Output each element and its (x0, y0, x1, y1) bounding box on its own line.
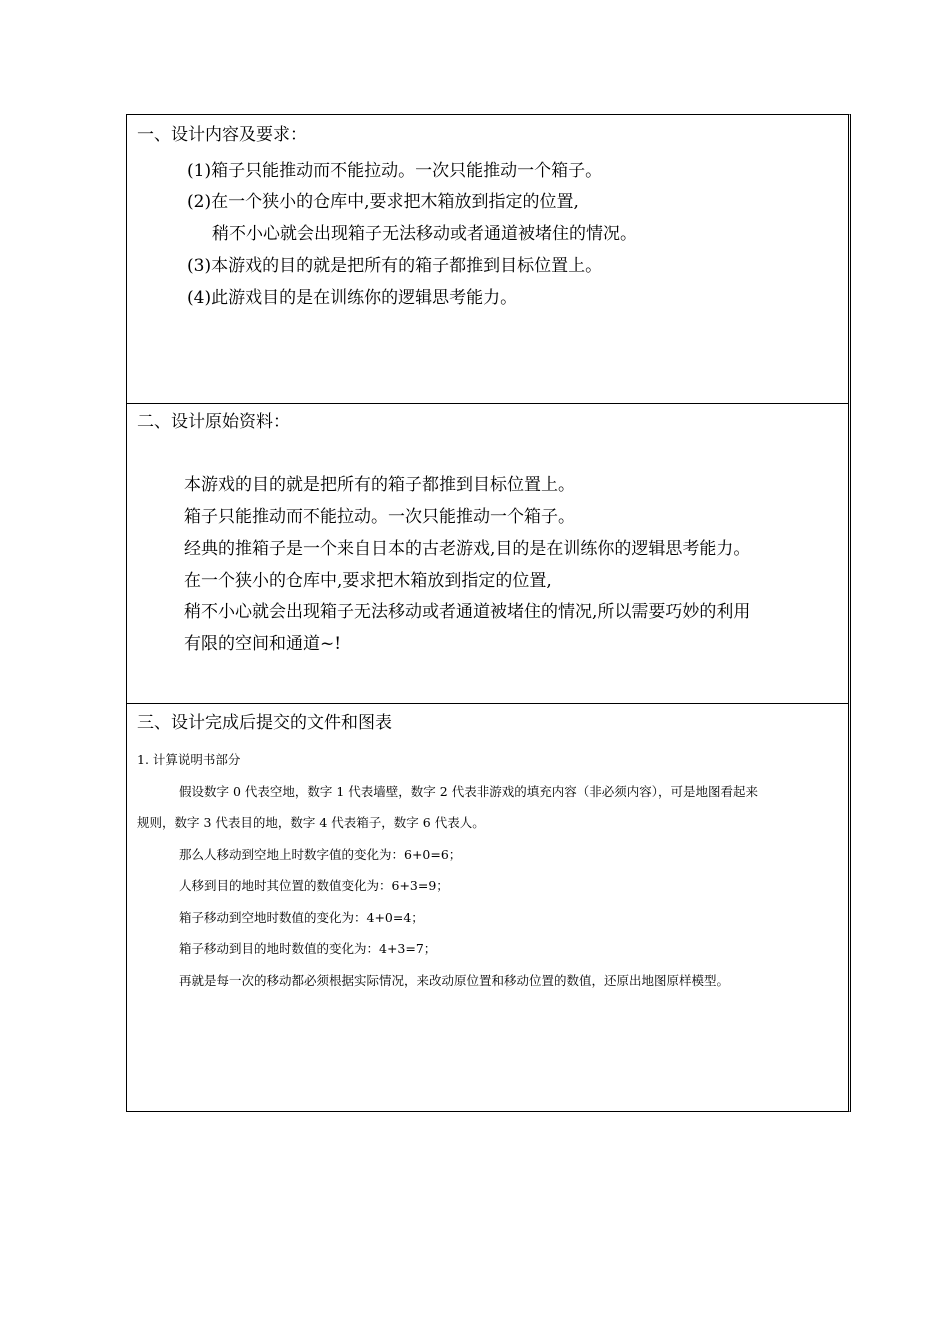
subsection-title: 1. 计算说明书部分 (137, 752, 241, 767)
rule-line: 再就是每一次的移动都必须根据实际情况，来改动原位置和移动位置的数值，还原出地图原样模型。 (179, 973, 730, 988)
section-title: 三、设计完成后提交的文件和图表 (137, 713, 392, 733)
form-table (126, 114, 851, 1112)
design-requirements-section (127, 115, 848, 404)
material-line: 有限的空间和通道~! (184, 634, 342, 654)
section-title: 二、设计原始资料： (137, 412, 290, 432)
original-materials-section (127, 404, 848, 704)
section-title: 一、设计内容及要求： (137, 125, 307, 145)
requirement-item: 稍不小心就会出现箱子无法移动或者通道被堵住的情况。 (212, 224, 637, 244)
rule-line: 那么人移动到空地上时数字值的变化为：6+0=6； (179, 847, 462, 862)
material-line: 本游戏的目的就是把所有的箱子都推到目标位置上。 (184, 475, 575, 495)
rule-line: 人移到目的地时其位置的数值变化为：6+3=9； (179, 878, 449, 893)
requirement-item: (4)此游戏目的是在训练你的逻辑思考能力。 (187, 288, 518, 308)
paragraph-line: 假设数字 0 代表空地，数字 1 代表墙壁，数字 2 代表非游戏的填充内容（非必须内容），可是地图看起来 (179, 784, 758, 799)
material-line: 箱子只能推动而不能拉动。一次只能推动一个箱子。 (184, 507, 575, 527)
rule-line: 箱子移动到目的地时数值的变化为：4+3=7； (179, 941, 437, 956)
paragraph-line: 规则，数字 3 代表目的地，数字 4 代表箱子，数字 6 代表人。 (137, 815, 485, 830)
deliverables-section (127, 704, 848, 1111)
material-line: 在一个狭小的仓库中,要求把木箱放到指定的位置, (184, 571, 552, 591)
requirement-item: (1)箱子只能推动而不能拉动。一次只能推动一个箱子。 (187, 161, 603, 181)
requirement-item: (3)本游戏的目的就是把所有的箱子都推到目标位置上。 (187, 256, 603, 276)
material-line: 稍不小心就会出现箱子无法移动或者通道被堵住的情况,所以需要巧妙的利用 (184, 602, 751, 622)
material-line: 经典的推箱子是一个来自日本的古老游戏,目的是在训练你的逻辑思考能力。 (184, 539, 751, 559)
rule-line: 箱子移动到空地时数值的变化为：4+0=4； (179, 910, 424, 925)
requirement-item: (2)在一个狭小的仓库中,要求把木箱放到指定的位置, (187, 192, 579, 212)
